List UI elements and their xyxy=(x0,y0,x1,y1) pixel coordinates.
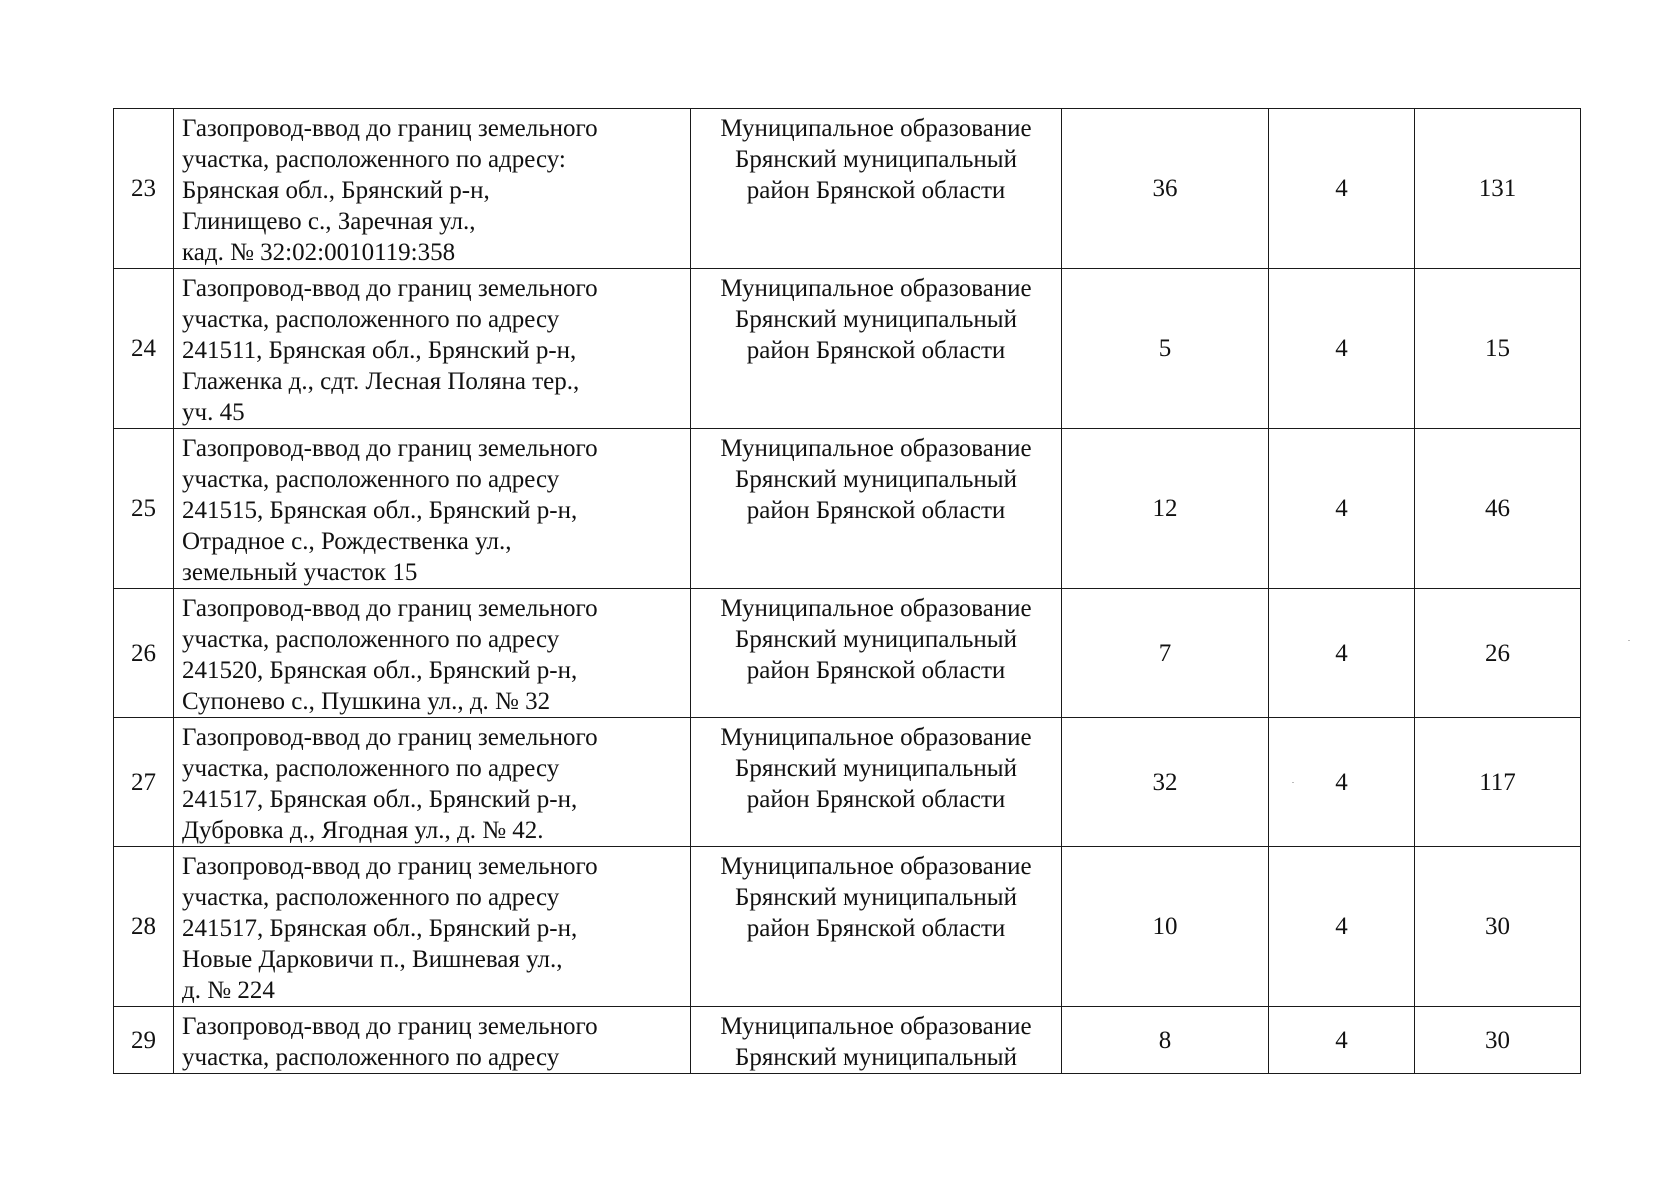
owner-municipality xyxy=(691,1007,1062,1074)
description-line: Глаженка д., сдт. Лесная Поляна тер., xyxy=(182,368,580,395)
owner-line: район Брянской области xyxy=(746,177,1006,204)
object-description xyxy=(174,109,691,269)
description-line: 241517, Брянская обл., Брянский р-н, xyxy=(182,915,578,942)
table-row xyxy=(114,1007,1581,1074)
owner-line: Муниципальное образование xyxy=(720,435,1032,462)
owner-line: район Брянской области xyxy=(746,337,1006,364)
description-line: кад. № 32:02:0010119:358 xyxy=(182,239,456,266)
object-description xyxy=(174,1007,691,1074)
value-cell-2: 4 xyxy=(1269,847,1415,1007)
description-line: Брянская обл., Брянский р-н, xyxy=(182,177,490,204)
owner-line: Брянский муниципальный xyxy=(735,626,1017,653)
value-cell-2: 4 xyxy=(1269,718,1415,847)
description-line: 241517, Брянская обл., Брянский р-н, xyxy=(182,786,578,813)
description-line: 241515, Брянская обл., Брянский р-н, xyxy=(182,497,578,524)
scan-speck xyxy=(1628,640,1630,641)
owner-line: Брянский муниципальный xyxy=(735,146,1017,173)
description-line: участка, расположенного по адресу xyxy=(182,1044,560,1071)
owner-line: Брянский муниципальный xyxy=(735,306,1017,333)
owner-municipality xyxy=(691,718,1062,847)
value-cell-3: 15 xyxy=(1415,269,1581,429)
value-cell-3: 30 xyxy=(1415,1007,1581,1074)
description-line: Глинищево с., Заречная ул., xyxy=(182,208,476,235)
value-cell-2: 4 xyxy=(1269,1007,1415,1074)
description-line: участка, расположенного по адресу xyxy=(182,626,560,653)
object-description xyxy=(174,589,691,718)
object-description xyxy=(174,429,691,589)
description-line: 241520, Брянская обл., Брянский р-н, xyxy=(182,657,578,684)
table-row xyxy=(114,429,1581,589)
owner-municipality xyxy=(691,109,1062,269)
owner-line: Муниципальное образование xyxy=(720,275,1032,302)
value-cell-1: 10 xyxy=(1062,847,1269,1007)
table-body xyxy=(114,109,1581,1074)
value-cell-3: 46 xyxy=(1415,429,1581,589)
object-description xyxy=(174,718,691,847)
value-cell-1: 8 xyxy=(1062,1007,1269,1074)
description-line: участка, расположенного по адресу xyxy=(182,306,560,333)
owner-line: Муниципальное образование xyxy=(720,595,1032,622)
owner-line: Брянский муниципальный xyxy=(735,466,1017,493)
value-cell-3: 131 xyxy=(1415,109,1581,269)
description-line: 241511, Брянская обл., Брянский р-н, xyxy=(182,337,577,364)
value-cell-3: 117 xyxy=(1415,718,1581,847)
scan-speck xyxy=(1292,782,1294,783)
value-cell-2: 4 xyxy=(1269,429,1415,589)
owner-line: Муниципальное образование xyxy=(720,1013,1032,1040)
description-line: Супонево с., Пушкина ул., д. № 32 xyxy=(182,688,551,715)
table-row xyxy=(114,718,1581,847)
description-line: Газопровод-ввод до границ земельного xyxy=(182,115,598,142)
row-number: 28 xyxy=(114,847,174,1007)
description-line: земельный участок 15 xyxy=(182,559,418,586)
description-line: Газопровод-ввод до границ земельного xyxy=(182,1013,598,1040)
value-cell-3: 26 xyxy=(1415,589,1581,718)
row-number: 29 xyxy=(114,1007,174,1074)
table-row xyxy=(114,269,1581,429)
description-line: Газопровод-ввод до границ земельного xyxy=(182,275,598,302)
table-row xyxy=(114,589,1581,718)
value-cell-2: 4 xyxy=(1269,109,1415,269)
gas-pipeline-table xyxy=(113,108,1581,1074)
owner-line: Брянский муниципальный xyxy=(735,755,1017,782)
owner-line: район Брянской области xyxy=(746,915,1006,942)
row-number: 25 xyxy=(114,429,174,589)
description-line: Дубровка д., Ягодная ул., д. № 42. xyxy=(182,817,544,844)
object-description xyxy=(174,269,691,429)
owner-municipality xyxy=(691,847,1062,1007)
description-line: д. № 224 xyxy=(182,977,275,1004)
description-line: Новые Дарковичи п., Вишневая ул., xyxy=(182,946,563,973)
description-line: Газопровод-ввод до границ земельного xyxy=(182,724,598,751)
value-cell-2: 4 xyxy=(1269,269,1415,429)
value-cell-3: 30 xyxy=(1415,847,1581,1007)
owner-line: район Брянской области xyxy=(746,497,1006,524)
value-cell-1: 7 xyxy=(1062,589,1269,718)
row-number: 26 xyxy=(114,589,174,718)
description-line: участка, расположенного по адресу xyxy=(182,755,560,782)
description-line: Газопровод-ввод до границ земельного xyxy=(182,853,598,880)
row-number: 27 xyxy=(114,718,174,847)
owner-line: Муниципальное образование xyxy=(720,853,1032,880)
owner-municipality xyxy=(691,429,1062,589)
value-cell-1: 5 xyxy=(1062,269,1269,429)
description-line: участка, расположенного по адресу xyxy=(182,466,560,493)
value-cell-1: 32 xyxy=(1062,718,1269,847)
value-cell-1: 36 xyxy=(1062,109,1269,269)
value-cell-2: 4 xyxy=(1269,589,1415,718)
description-line: участка, расположенного по адресу: xyxy=(182,146,566,173)
description-line: Отрадное с., Рождественка ул., xyxy=(182,528,512,555)
owner-line: Муниципальное образование xyxy=(720,724,1032,751)
value-cell-1: 12 xyxy=(1062,429,1269,589)
table-row xyxy=(114,109,1581,269)
object-description xyxy=(174,847,691,1007)
description-line: Газопровод-ввод до границ земельного xyxy=(182,595,598,622)
row-number: 23 xyxy=(114,109,174,269)
owner-municipality xyxy=(691,269,1062,429)
owner-line: Муниципальное образование xyxy=(720,115,1032,142)
table-row xyxy=(114,847,1581,1007)
description-line: участка, расположенного по адресу xyxy=(182,884,560,911)
owner-line: Брянский муниципальный xyxy=(735,1044,1017,1071)
owner-municipality xyxy=(691,589,1062,718)
owner-line: район Брянской области xyxy=(746,657,1006,684)
description-line: Газопровод-ввод до границ земельного xyxy=(182,435,598,462)
row-number: 24 xyxy=(114,269,174,429)
owner-line: район Брянской области xyxy=(746,786,1006,813)
owner-line: Брянский муниципальный xyxy=(735,884,1017,911)
description-line: уч. 45 xyxy=(182,399,245,426)
